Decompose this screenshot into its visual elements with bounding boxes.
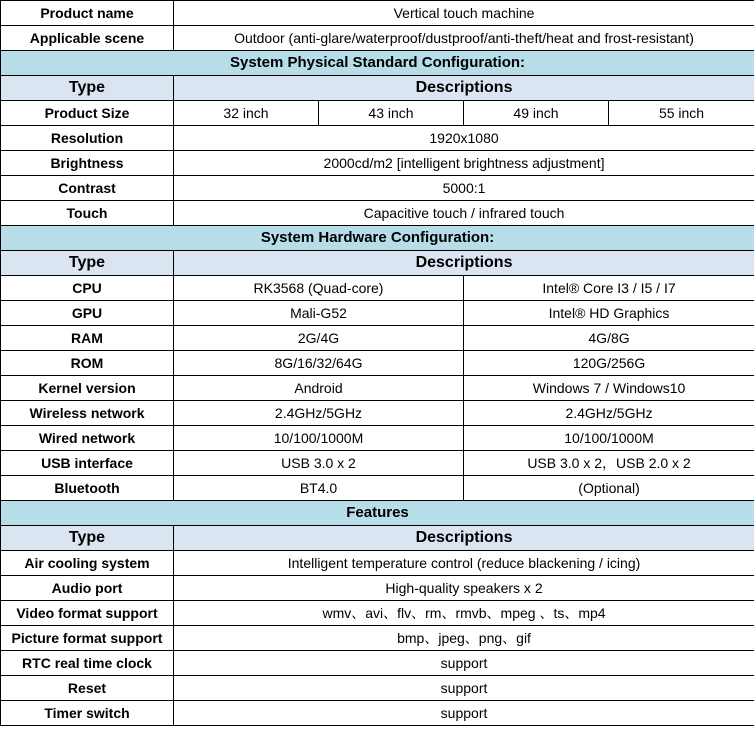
option-a-value: Mali-G52 [174, 301, 464, 326]
row-label: Applicable scene [1, 26, 174, 51]
section-header-features [1, 501, 754, 526]
size-cell: 49 inch [464, 101, 609, 126]
table-row [1, 126, 754, 151]
row-label: Touch [1, 201, 174, 226]
table-row [1, 176, 754, 201]
row-label: ROM [1, 351, 174, 376]
size-cell: 55 inch [609, 101, 754, 126]
table-row [1, 101, 754, 126]
row-label: RTC real time clock [1, 651, 174, 676]
row-label: USB interface [1, 451, 174, 476]
row-label: Air cooling system [1, 551, 174, 576]
row-value: support [174, 701, 754, 726]
row-value: 2000cd/m2 [intelligent brightness adjustment] [174, 151, 754, 176]
row-value: Intelligent temperature control (reduce blackening / icing) [174, 551, 754, 576]
table-row [1, 626, 754, 651]
row-label: Reset [1, 676, 174, 701]
option-b-value: 10/100/1000M [464, 426, 754, 451]
table-row [1, 676, 754, 701]
option-b-value: 2.4GHz/5GHz [464, 401, 754, 426]
row-value: Capacitive touch / infrared touch [174, 201, 754, 226]
table-row [1, 301, 754, 326]
table-row [1, 551, 754, 576]
size-cell: 32 inch [174, 101, 319, 126]
table-row [1, 276, 754, 301]
table-row [1, 326, 754, 351]
option-b-value: 120G/256G [464, 351, 754, 376]
row-value: 1920x1080 [174, 126, 754, 151]
type-header: Type [1, 76, 174, 101]
row-value: bmp、jpeg、png、gif [174, 626, 754, 651]
option-a-value: BT4.0 [174, 476, 464, 501]
table-row [1, 151, 754, 176]
row-label: GPU [1, 301, 174, 326]
row-label: Product Size [1, 101, 174, 126]
table-row [1, 426, 754, 451]
option-b-value: Windows 7 / Windows10 [464, 376, 754, 401]
section-title: System Physical Standard Configuration: [1, 51, 754, 76]
table-row [1, 601, 754, 626]
row-label: RAM [1, 326, 174, 351]
option-a-value: 10/100/1000M [174, 426, 464, 451]
row-value: support [174, 676, 754, 701]
option-a-value: Android [174, 376, 464, 401]
table-row [1, 651, 754, 676]
row-value: Vertical touch machine [174, 1, 754, 26]
row-value: High-quality speakers x 2 [174, 576, 754, 601]
table-row [1, 201, 754, 226]
type-header: Type [1, 526, 174, 551]
row-value: 5000:1 [174, 176, 754, 201]
row-label: Wired network [1, 426, 174, 451]
section-title: Features [1, 501, 754, 526]
option-b-value: USB 3.0 x 2，USB 2.0 x 2 [464, 451, 754, 476]
column-header-row [1, 526, 754, 551]
option-a-value: USB 3.0 x 2 [174, 451, 464, 476]
row-value: Outdoor (anti-glare/waterproof/dustproof/anti-theft/heat and frost-resistant) [174, 26, 754, 51]
descriptions-header: Descriptions [174, 526, 754, 551]
row-value: wmv、avi、flv、rm、rmvb、mpeg 、ts、mp4 [174, 601, 754, 626]
row-label: CPU [1, 276, 174, 301]
row-label: Bluetooth [1, 476, 174, 501]
table-row [1, 401, 754, 426]
option-a-value: 2G/4G [174, 326, 464, 351]
column-header-row [1, 251, 754, 276]
type-header: Type [1, 251, 174, 276]
section-title: System Hardware Configuration: [1, 226, 754, 251]
spec-table-body [1, 1, 754, 726]
table-row [1, 376, 754, 401]
row-label: Resolution [1, 126, 174, 151]
descriptions-header: Descriptions [174, 251, 754, 276]
descriptions-header: Descriptions [174, 76, 754, 101]
section-header-physical [1, 51, 754, 76]
table-row [1, 26, 754, 51]
option-a-value: 8G/16/32/64G [174, 351, 464, 376]
table-row [1, 351, 754, 376]
option-a-value: 2.4GHz/5GHz [174, 401, 464, 426]
table-row [1, 576, 754, 601]
row-label: Contrast [1, 176, 174, 201]
row-label: Picture format support [1, 626, 174, 651]
row-label: Wireless network [1, 401, 174, 426]
size-cell: 43 inch [319, 101, 464, 126]
option-a-value: RK3568 (Quad-core) [174, 276, 464, 301]
section-header-hardware [1, 226, 754, 251]
option-b-value: 4G/8G [464, 326, 754, 351]
row-label: Timer switch [1, 701, 174, 726]
row-label: Brightness [1, 151, 174, 176]
table-row [1, 1, 754, 26]
column-header-row [1, 76, 754, 101]
table-row [1, 451, 754, 476]
table-row [1, 701, 754, 726]
row-label: Product name [1, 1, 174, 26]
option-b-value: Intel® HD Graphics [464, 301, 754, 326]
option-b-value: Intel® Core I3 / I5 / I7 [464, 276, 754, 301]
option-b-value: (Optional) [464, 476, 754, 501]
row-label: Video format support [1, 601, 174, 626]
row-label: Kernel version [1, 376, 174, 401]
table-row [1, 476, 754, 501]
row-label: Audio port [1, 576, 174, 601]
row-value: support [174, 651, 754, 676]
